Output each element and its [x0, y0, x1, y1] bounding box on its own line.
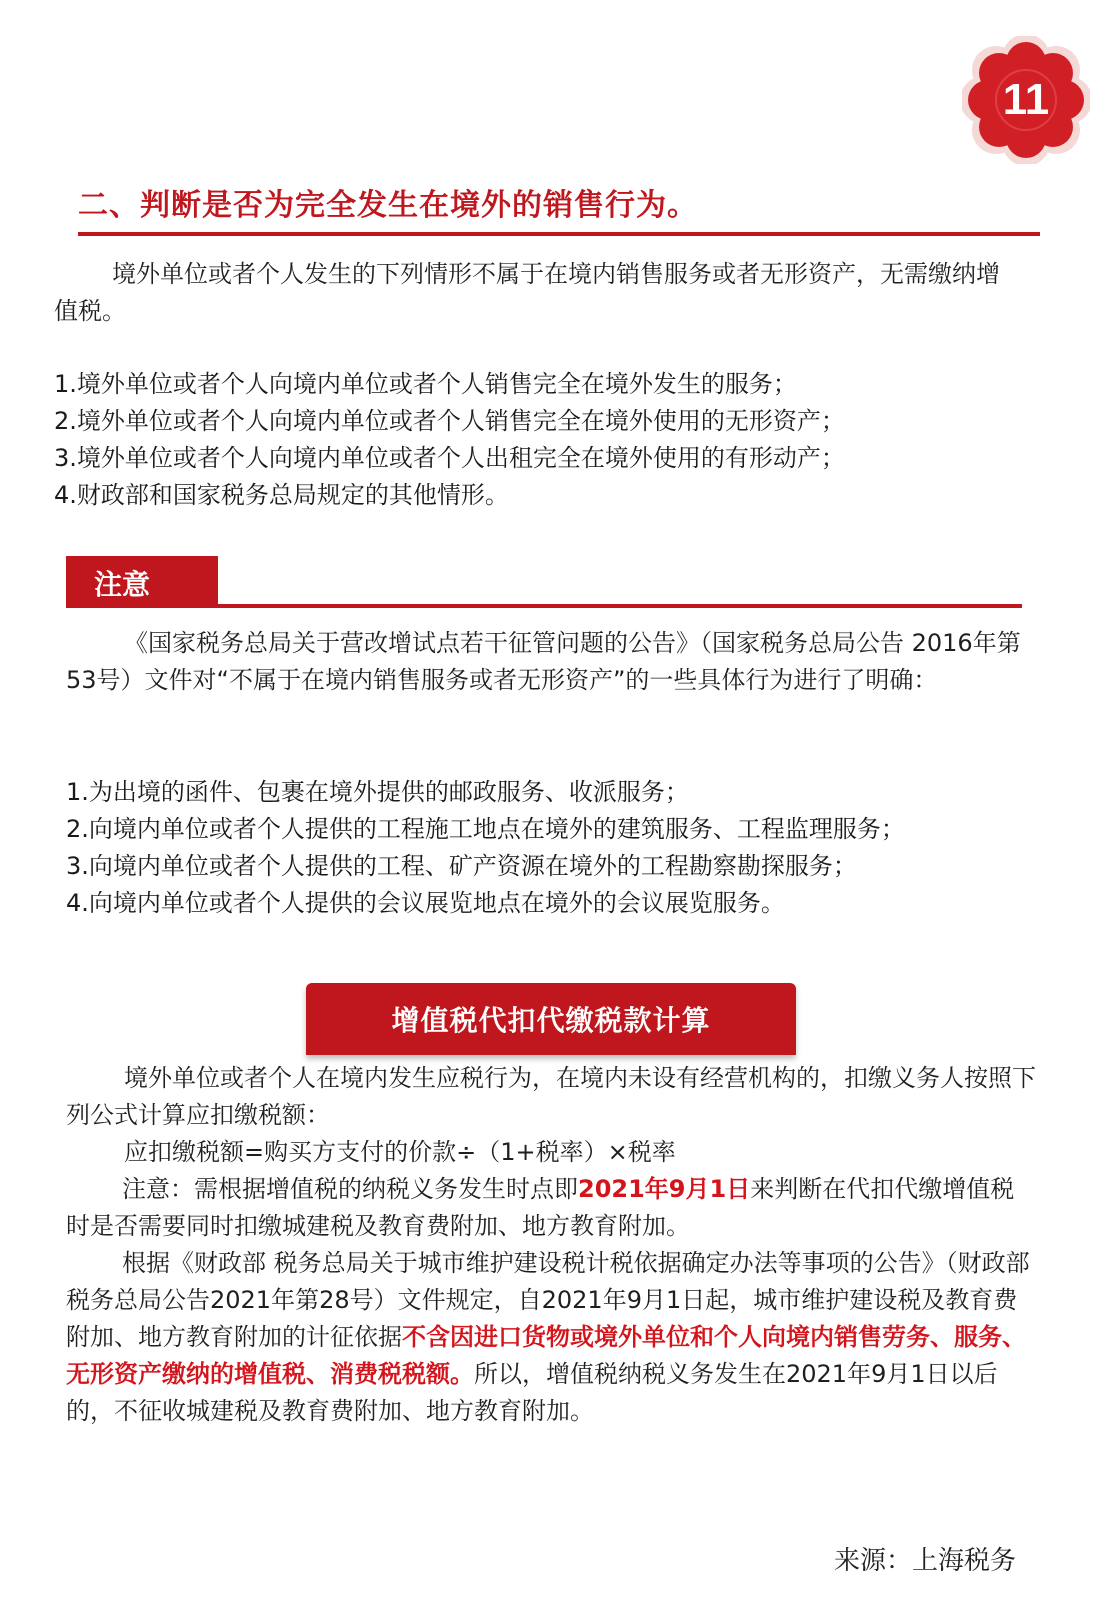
note-label-tab — [66, 556, 218, 606]
calc-formula: 应扣缴税额=购买方支付的价款÷（1+税率）×税率 — [124, 1138, 676, 1166]
list-item: 2.向境内单位或者个人提供的工程施工地点在境外的建筑服务、工程监理服务； — [66, 815, 905, 843]
list-item: 4.向境内单位或者个人提供的会议展览地点在境外的会议展览服务。 — [66, 889, 785, 917]
source-credit: 来源：上海税务 — [833, 1546, 1016, 1576]
list-item: 4.财政部和国家税务总局规定的其他情形。 — [54, 481, 509, 509]
calc-paragraph: 境外单位或者个人在境内发生应税行为，在境内未设有经营机构的，扣缴义务人按照下列公式计算应扣缴税额： — [66, 1064, 1036, 1129]
calc-section-banner: 增值税代扣代缴税款计算 — [306, 983, 796, 1055]
page-number-badge — [962, 36, 1090, 164]
highlight-basis: 不含因进口货物或境外单位和个人向境内销售劳务、服务、无形资产缴纳的增值税、消费税税额。 — [66, 1323, 1026, 1388]
calc-note-text: 注意：需根据增值税的纳税义务发生时点即 — [122, 1175, 578, 1203]
clarified-list — [66, 774, 905, 922]
exempt-list — [54, 366, 845, 514]
intro-paragraph: 境外单位或者个人发生的下列情形不属于在境内销售服务或者无形资产，无需缴纳增值税。 — [54, 260, 1000, 325]
note-label: 注意 — [94, 568, 151, 601]
calc-basis-text: 根据《财政部 税务总局关于城市维护建设税计税依据确定办法等事项的公告》（财政部 税务总局公告2021年第28号）文件规定，自2021年9月1日起，城市维护建设税及教育费附加、地方教育附加的计征依据 — [66, 1249, 1030, 1351]
section-title: 二、判断是否为完全发生在境外的销售行为。 — [78, 188, 698, 223]
note-intro-paragraph: 《国家税务总局关于营改增试点若干征管问题的公告》（国家税务总局公告 2016年第53号）文件对“不属于在境内销售服务或者无形资产”的一些具体行为进行了明确： — [66, 629, 1021, 694]
list-item: 3.境外单位或者个人向境内单位或者个人出租完全在境外使用的有形动产； — [54, 444, 845, 472]
section-divider — [78, 232, 1040, 236]
list-item: 1.为出境的函件、包裹在境外提供的邮政服务、收派服务； — [66, 778, 689, 806]
calc-conclusion-text: 所以，增值税纳税义务发生在2021年9月1日以后的，不征收城建税及教育费附加、地方教育附加。 — [66, 1360, 998, 1425]
calc-note-paragraph — [66, 1171, 1021, 1245]
list-item: 3.向境内单位或者个人提供的工程、矿产资源在境外的工程勘察勘探服务； — [66, 852, 857, 880]
page-number: 11 — [1002, 75, 1050, 124]
list-item: 1.境外单位或者个人向境内单位或者个人销售完全在境外发生的服务； — [54, 370, 797, 398]
note-divider — [66, 604, 1022, 608]
calc-note-text: 来判断在代扣代缴增值税时是否需要同时扣缴城建税及教育费附加、地方教育附加。 — [66, 1175, 1015, 1240]
list-item: 2.境外单位或者个人向境内单位或者个人销售完全在境外使用的无形资产； — [54, 407, 845, 435]
highlight-date: 2021年9月1日 — [578, 1175, 751, 1203]
calc-basis-paragraph — [66, 1245, 1032, 1430]
